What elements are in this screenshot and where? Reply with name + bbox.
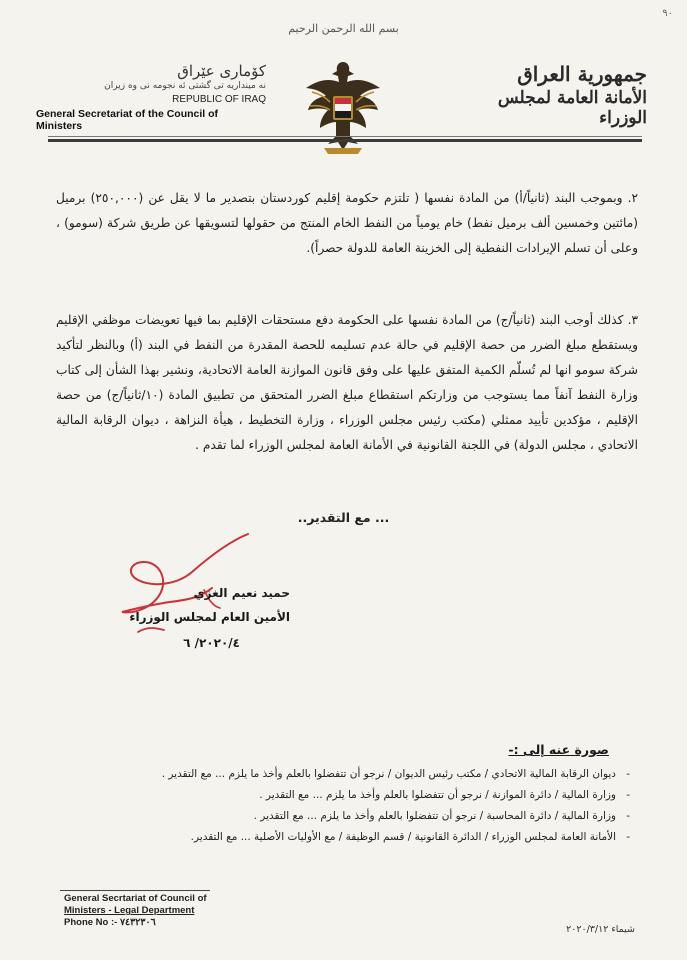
header-left-block xyxy=(36,62,266,132)
cc-item: - وزارة المالية / دائرة الموازنة / نرجو أن تتفضلوا بالعلم وأخذ ما يلزم ... مع التقدير . xyxy=(110,785,630,806)
footer-rule xyxy=(60,890,210,891)
signatory-name: حميد نعيم الغزي xyxy=(193,586,290,600)
header-rule-thin xyxy=(48,136,642,137)
cc-item: - الأمانة العامة لمجلس الوزراء / الدائرة القانونية / قسم الوظيفة / مع الأوليات الأصلية ... مع التقدير. xyxy=(110,827,630,848)
cc-list xyxy=(110,764,630,848)
header-general-secretariat: General Secretariat of the Council of Ministers xyxy=(36,108,219,132)
closing-greeting: ... مع التقدير.. xyxy=(297,510,390,525)
footer-line-1: General Secrtariat of Council of xyxy=(64,893,207,904)
header-kurdish-subtitle: نه مينداريه تى گشتى ئه نجومه نى وه زيران xyxy=(104,81,266,91)
footer-typist-note: شيماء ٢٠٢٠/٣/١٢ xyxy=(566,924,635,935)
paragraph-2: ٢. وبموجب البند (ثانياً/أ) من المادة نفسها ( تلتزم حكومة إقليم كوردستان بتصدير ما لا يقل عن (٢٥٠,٠٠٠) برميل (مائتين وخمسين ألف برميل نفط) خام يومياً من النفط الخام المنتج من حقولها لتسويقها عن طريق شركة (سومو) ، وعلى أن تسلم الإيرادات النفطية إلى الخزينة العامة للدولة حصراً). xyxy=(56,191,638,255)
header-arabic-secretariat: الأمانة العامة لمجلس الوزراء xyxy=(497,88,647,128)
footer-phone: Phone No :- ٧٤٣٢٣٠٦ xyxy=(64,917,156,928)
signatory-title: الأمين العام لمجلس الوزراء xyxy=(129,610,290,624)
header-rule-thick xyxy=(48,139,642,142)
cc-item: - وزارة المالية / دائرة المحاسبة / نرجو أن تتفضلوا بالعلم وأخذ ما يلزم ... مع التقدير . xyxy=(110,806,630,827)
paragraph-3: ٣. كذلك أوجب البند (ثانياً/ج) من المادة نفسها على الحكومة دفع مستحقات الإقليم بما فيها تعويضات موظفي الإقليم ويستقطع مبلغ الضرر من حصة الإقليم في حالة عدم تسليمه للحصة المقدرة من النفط في البند (أ) وبالنظر لتأكيد شركة سومو انها لم تُسلّم الكمية المتفق عليها على وفق قانون الموازنة العامة الاتحادية، ونشير بهذا الشأن إلى كتاب وزارة النفط آنفاً مما يستوجب من وزارتكم استقطاع مبلغ الضرر المتحقق من تطبيق المادة (١٠/ثانياً/ج) من حصة الإقليم ، مؤكدين تأييد ممثلي (مكتب رئيس مجلس الوزراء ، وزارة التخطيط ، هيأة النزاهة ، ديوان الرقابة المالية الاتحادي ، مجلس الدولة) في اللجنة القانونية في الأمانة العامة لمجلس الوزراء لما تقدم . xyxy=(56,313,639,452)
signature-date: ٢٠٢٠/٤/ ٦ xyxy=(183,636,240,650)
header-arabic-republic: جمهورية العراق xyxy=(517,62,647,86)
cc-heading: صورة عنه إلى :- xyxy=(508,742,609,757)
cc-item: - ديوان الرقابة المالية الاتحادي / مكتب رئيس الديوان / نرجو أن تتفضلوا بالعلم وأخذ ما يلزم ... مع التقدير . xyxy=(110,764,630,785)
page-number: ٩٠ xyxy=(662,8,673,19)
footer-line-2: Ministers - Legal Department xyxy=(64,905,195,916)
footer-department-block xyxy=(64,893,207,929)
header-republic-of-iraq: REPUBLIC OF IRAQ xyxy=(172,94,266,105)
header-kurdish-title: كۆماری عێراق xyxy=(177,62,266,80)
basmala: بسم الله الرحمن الرحيم xyxy=(288,22,399,35)
header-right-block xyxy=(477,62,647,128)
